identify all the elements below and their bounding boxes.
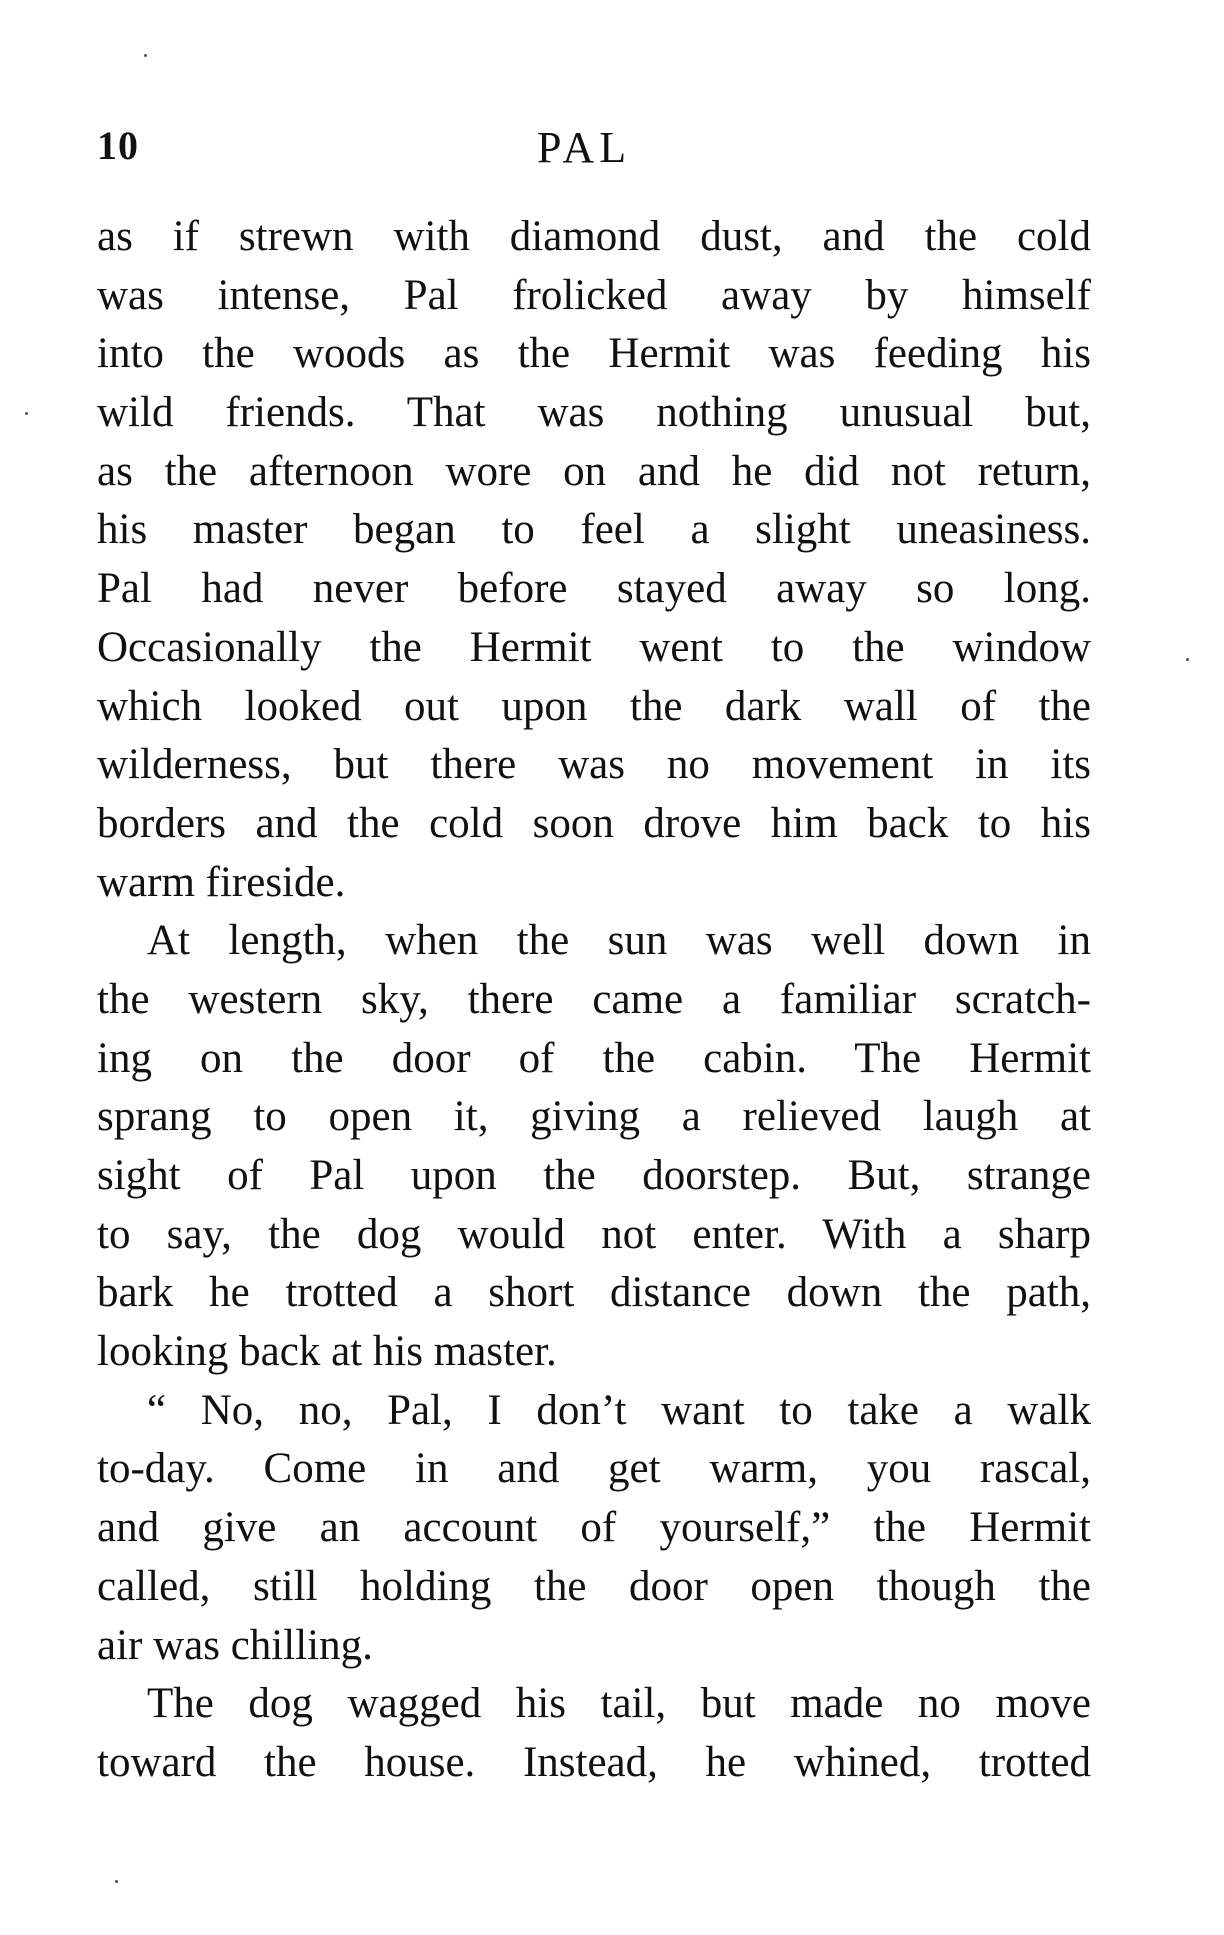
text-line: looking back at his master. [97,1328,557,1376]
text-line: into the woods as the Hermit was feeding his [97,330,1091,378]
text-line: toward the house. Instead, he whined, trotted [97,1738,1091,1786]
text-line: to say, the dog would not enter. With a sharp [97,1210,1091,1258]
paragraph [97,1382,1091,1675]
text-line: ing on the door of the cabin. The Hermit [97,1034,1091,1082]
text-line: “ No, no, Pal, I don’t want to take a walk [147,1386,1091,1434]
text-line: sight of Pal upon the doorstep. But, strange [97,1152,1091,1199]
paragraph [97,208,1091,912]
body-text [97,208,1091,1793]
scan-speck [115,1880,118,1883]
page-number: 10 [97,123,139,168]
text-line: the western sky, there came a familiar scratch- [97,975,1091,1023]
text-line: as the afternoon wore on and he did not return, [97,447,1091,495]
scan-speck [25,412,28,415]
text-line: The dog wagged his tail, but made no move [147,1680,1091,1728]
text-line: air was chilling. [97,1621,373,1669]
text-line: borders and the cold soon drove him back to his [97,799,1091,847]
text-line: as if strewn with diamond dust, and the cold [97,213,1091,260]
text-line: wild friends. That was nothing unusual but, [97,389,1091,437]
text-line: At length, when the sun was well down in [147,917,1091,965]
text-line: was intense, Pal frolicked away by himself [97,271,1091,319]
scan-speck [144,54,147,57]
text-line: Pal had never before stayed away so long. [97,565,1091,613]
text-line: wilderness, but there was no movement in its [97,741,1091,789]
text-line: warm fireside. [97,858,346,906]
text-line: bark he trotted a short distance down the path, [97,1269,1091,1317]
text-line: his master began to feel a slight uneasiness. [97,506,1091,554]
text-line: called, still holding the door open though the [97,1562,1091,1610]
running-head: PAL [537,123,632,172]
text-line: Occasionally the Hermit went to the window [97,623,1091,671]
text-line: to-day. Come in and get warm, you rascal, [97,1445,1091,1493]
page-header [97,122,1091,182]
paragraph [97,912,1091,1382]
text-line: sprang to open it, giving a relieved laugh at [97,1093,1091,1141]
scan-speck [1186,658,1189,661]
paragraph [97,1675,1091,1792]
text-line: which looked out upon the dark wall of the [97,682,1091,730]
text-line: and give an account of yourself,” the Hermit [97,1504,1091,1552]
